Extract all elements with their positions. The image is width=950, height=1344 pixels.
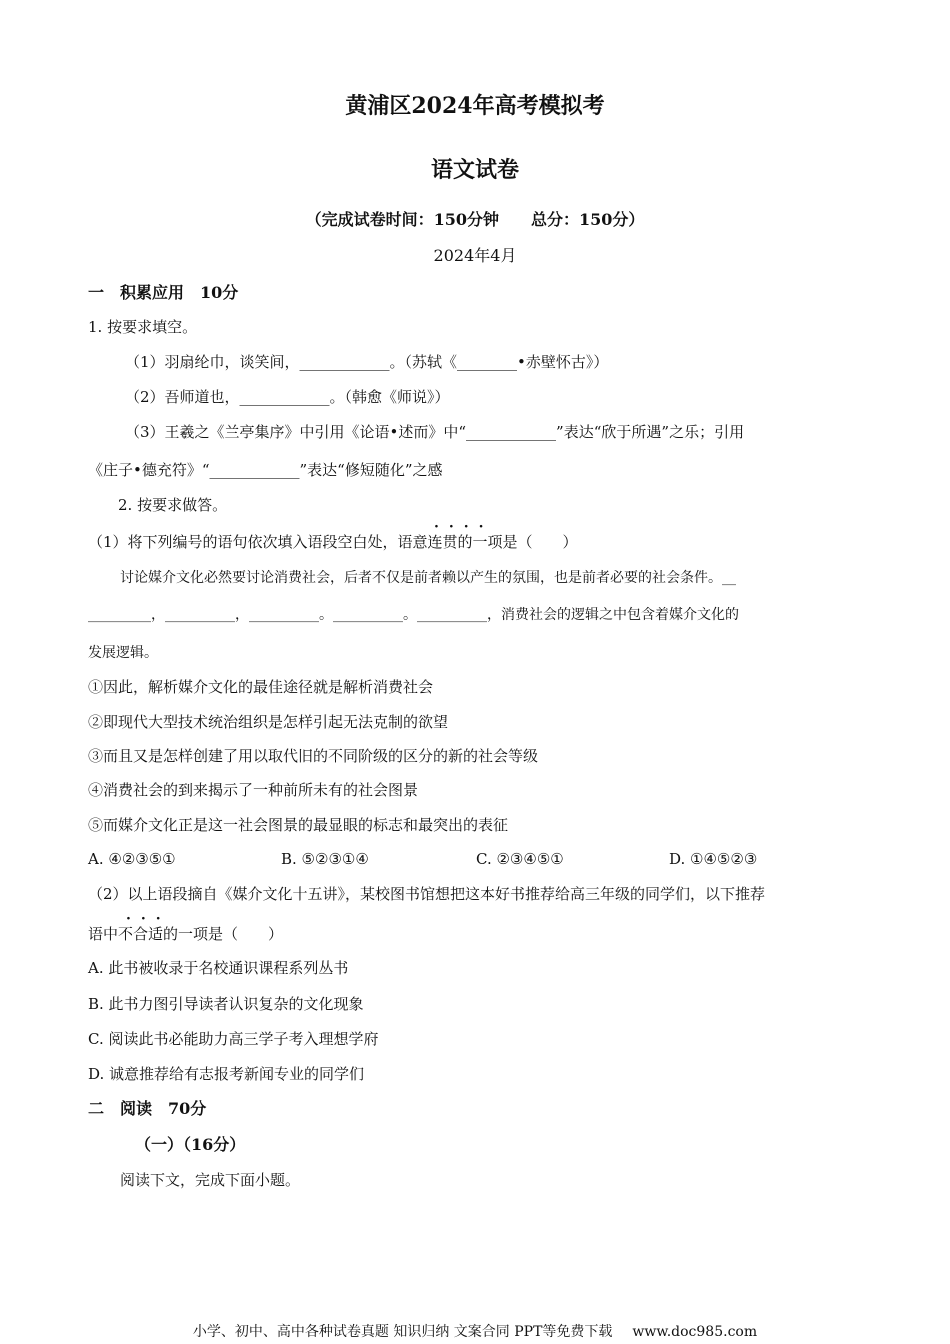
footer-url[interactable]: www.doc985.com [632,1324,758,1340]
q1-1: （1）羽扇纶巾，谈笑间，____________。（苏轼《________•赤壁怀古》） [125,353,609,371]
q1-3a: （3）王羲之《兰亭集序》中引用《论语•述而》中“____________”表达“欣于所遇”之乐；引用 [125,423,745,441]
option-c: C. 阅读此书必能助力高三学子考入理想学府 [88,1030,379,1048]
passage-line3: 发展逻辑。 [88,645,158,661]
q2-2-line1: （2）以上语段摘自《媒介文化十五讲》，某校图书馆想把这本好书推荐给高三年级的同学们，以下推荐 [88,885,766,903]
section1-heading: 一 积累应用 10分 [88,283,239,302]
section2-subheading: （一）（16分） [135,1135,246,1154]
emphasis-dots: ···· [434,519,494,535]
emphasis-dots: ··· [126,911,171,927]
section2-instruction: 阅读下文，完成下面小题。 [120,1171,301,1189]
choice-a: A. ④②③⑤① [88,850,176,868]
q1-intro: 1. 按要求填空。 [88,318,198,336]
option-a: A. 此书被收录于名校通识课程系列丛书 [88,959,349,977]
footer-text: 小学、初中、高中各种试卷真题 知识归纳 文案合同 PPT等免费下载 [192,1324,613,1340]
exam-info: （完成试卷时间：150分钟 总分：150分） [305,210,645,229]
choice-b: B. ⑤②③①④ [281,850,369,868]
footer [0,1323,950,1341]
passage-line1: 讨论媒介文化必然要讨论消费社会，后者不仅是前者赖以产生的氛围，也是前者必要的社会条件。__ [120,570,736,586]
q1-3b: 《庄子•德充符》“____________”表达“修短随化”之感 [88,461,443,479]
option-b: B. 此书力图引导读者认识复杂的文化现象 [88,995,364,1013]
list-item: ⑤而媒介文化正是这一社会图景的最显眼的标志和最突出的表征 [88,816,509,834]
passage-line2: _________，__________，__________。__________。__________，消费社会的逻辑之中包含着媒介文化的 [88,607,739,623]
exam-subject: 语文试卷 [430,157,519,183]
q1-2: （2）吾师道也，____________。（韩愈《师说》） [125,388,450,406]
q2-1-prompt: （1）将下列编号的语句依次填入语段空白处，语意连贯的一项是（ ） [88,533,578,551]
list-item: ③而且又是怎样创建了用以取代旧的不同阶级的区分的新的社会等级 [88,747,539,765]
option-d: D. 诚意推荐给有志报考新闻专业的同学们 [88,1065,365,1083]
q2-2-line2: 语中不合适的一项是（ ） [88,925,284,943]
list-item: ④消费社会的到来揭示了一种前所未有的社会图景 [88,781,419,799]
q2-intro: 2. 按要求做答。 [118,496,228,514]
section2-heading: 二 阅读 70分 [88,1099,207,1118]
choice-d: D. ①④⑤②③ [669,850,758,868]
choice-c: C. ②③④⑤① [476,850,564,868]
exam-date: 2024年4月 [433,246,517,265]
exam-title: 黄浦区2024年高考模拟考 [345,93,605,119]
list-item: ①因此，解析媒介文化的最佳途径就是解析消费社会 [88,678,434,696]
list-item: ②即现代大型技术统治组织是怎样引起无法克制的欲望 [88,713,449,731]
